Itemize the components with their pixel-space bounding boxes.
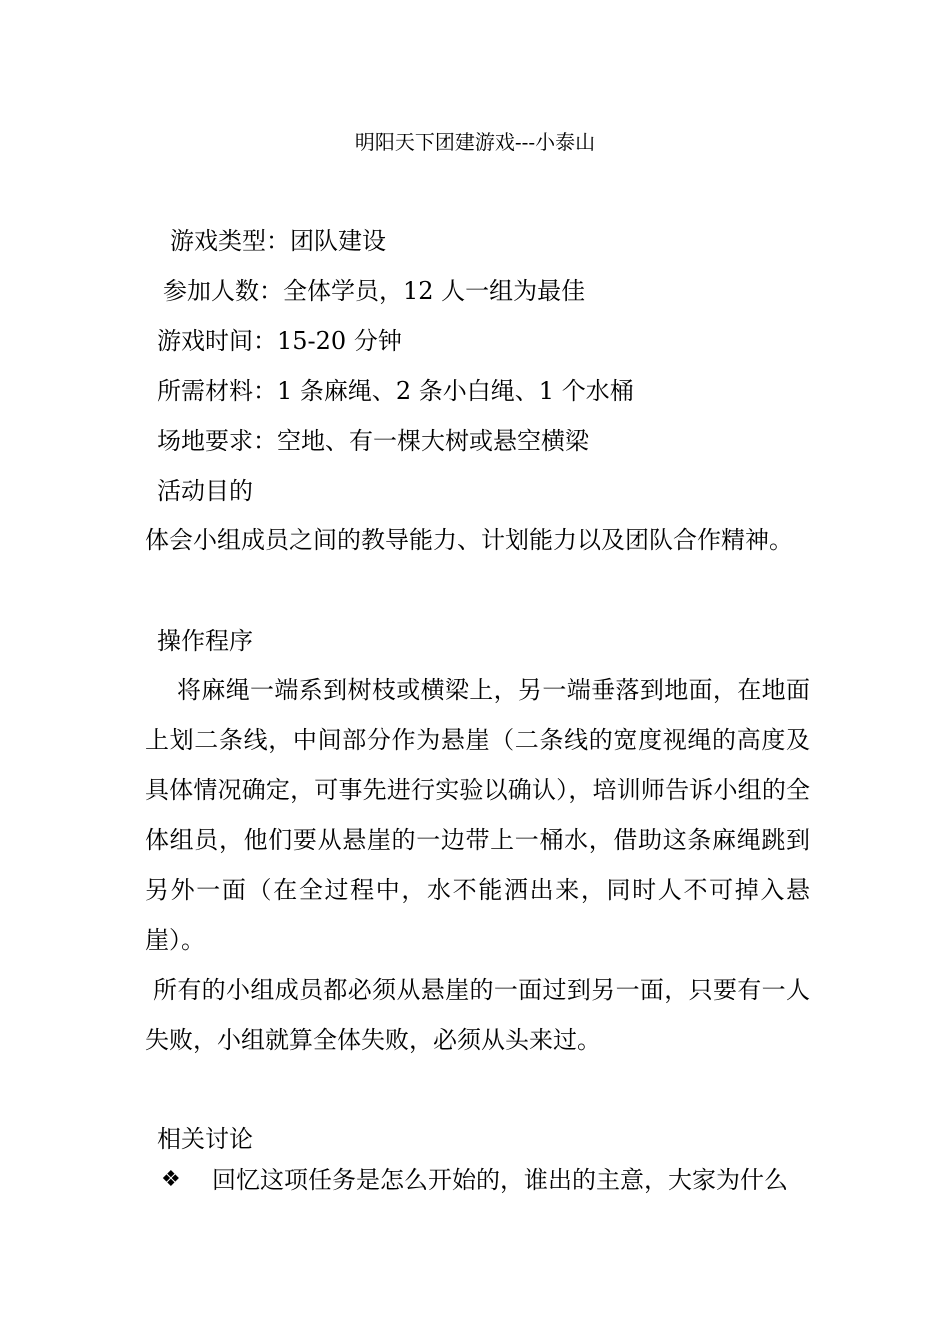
procedure-heading: 操作程序 [157, 627, 253, 655]
objective-text: 体会小组成员之间的教导能力、计划能力以及团队合作精神。 [145, 526, 793, 554]
discussion-item-text: 回忆这项任务是怎么开始的，谁出的主意，大家为什么 [212, 1166, 788, 1194]
procedure-paragraph-2: 所有的小组成员都必须从悬崖的一面过到另一面，只要有一人失败，小组就算全体失败，必须从头来过。 [145, 976, 810, 1054]
info-materials: 所需材料：1 条麻绳、2 条小白绳、1 个水桶 [157, 377, 634, 405]
document-title: 明阳天下团建游戏---小泰山 [354, 130, 596, 154]
discussion-heading: 相关讨论 [157, 1125, 253, 1153]
info-venue: 场地要求：空地、有一棵大树或悬空横梁 [157, 427, 589, 455]
diamond-bullet-icon: ❖ [161, 1167, 181, 1192]
info-participants: 参加人数：全体学员，12 人一组为最佳 [163, 277, 586, 305]
procedure-paragraph-1: 将麻绳一端系到树枝或横梁上，另一端垂落到地面，在地面上划二条线，中间部分作为悬崖（二条线的宽度视绳的高度及具体情况确定，可事先进行实验以确认），培训师告诉小组的全体组员，他们要从悬崖的一边带上一桶水，借助这条麻绳跳到另外一面（在全过程中，水不能洒出来，同时人不可掉入悬崖）。 [145, 676, 811, 954]
info-duration: 游戏时间：15-20 分钟 [157, 327, 402, 355]
objective-heading: 活动目的 [157, 477, 253, 505]
info-game-type: 游戏类型：团队建设 [170, 227, 386, 255]
